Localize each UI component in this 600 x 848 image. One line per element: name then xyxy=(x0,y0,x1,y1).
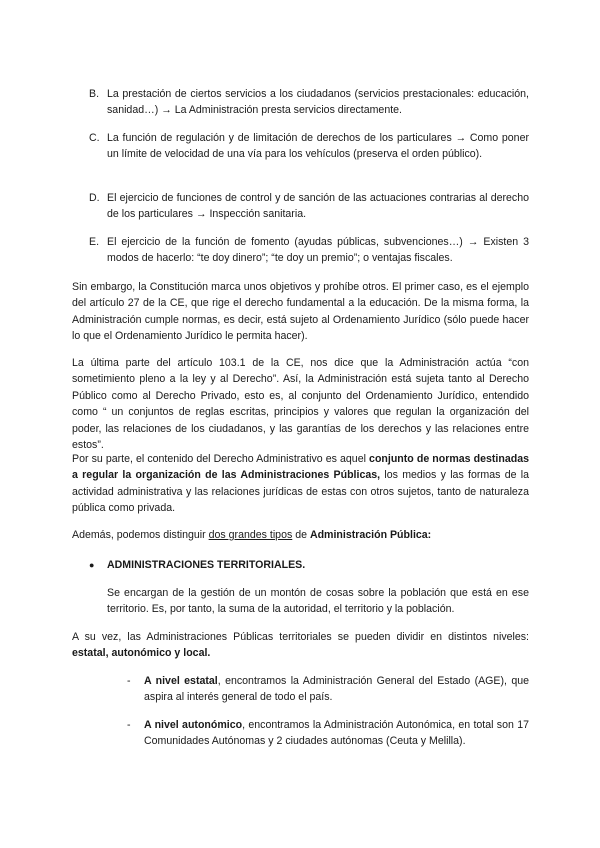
paragraph-articulo-103: La última parte del artículo 103.1 de la CE, nos dice que la Administración actúa “con sometimiento pleno a la ley y al Derecho”. Así, la Administración está sujeta tanto al Derecho Público como al Derecho Privado, esto es, al conjunto del Ordenamiento Jurídico, entendido como “ un conjuntos de reglas escritas, principios y valores que regulan la organización del poder, las relaciones de los ciudadanos, y las garantías de los derechos y las relaciones entre estos”. xyxy=(72,357,529,452)
list-item-e-text: El ejercicio de la función de fomento (ayudas públicas, subvenciones…) → Existen 3 modos de hacerlo: “te doy dinero”; “te doy un premio”; o ventajas fiscales. xyxy=(107,236,529,265)
list-item-d-text: El ejercicio de funciones de control y de sanción de las actuaciones contrarias al derecho de los particulares → Inspección sanitaria. xyxy=(107,192,529,221)
bullet-title-text: ADMINISTRACIONES TERRITORIALES. xyxy=(107,559,306,571)
bullet-icon: ● xyxy=(89,560,95,570)
subitem-estatal xyxy=(144,673,529,706)
list-letter-d: D. xyxy=(89,192,100,204)
dash-marker: - xyxy=(127,719,131,731)
p3-pre: Por su parte, el contenido del Derecho Administrativo es aquel xyxy=(72,453,370,465)
list-letter-b: B. xyxy=(89,88,100,100)
dash-marker: - xyxy=(127,675,131,687)
p3-bold: conjunto de normas destinadas a regular la organización de las Administraciones Públicas, xyxy=(72,453,529,482)
bullet-title xyxy=(107,557,305,573)
p5-pre: A su vez, las Administraciones Públicas territoriales se pueden dividir en distintos niveles: xyxy=(72,631,529,643)
paragraph-tipos-administracion xyxy=(72,527,529,543)
subitem-estatal-bold: A nivel estatal xyxy=(144,675,218,687)
bullet-description: Se encargan de la gestión de un montón de cosas sobre la población que está en ese territorio. Es, por tanto, la suma de la autoridad, el territorio y la población. xyxy=(107,587,529,616)
p4-underline: dos grandes tipos xyxy=(208,529,293,541)
subitem-autonomico xyxy=(144,717,529,750)
list-letter-c: C. xyxy=(89,132,100,144)
paragraph-niveles xyxy=(72,629,529,662)
list-item-b-text: La prestación de ciertos servicios a los ciudadanos (servicios prestacionales: educación, sanidad…) → La Administración presta servicios directamente. xyxy=(107,88,529,117)
paragraph-derecho-administrativo xyxy=(72,451,529,517)
list-letter-e: E. xyxy=(89,236,100,248)
p4-pre: Además, podemos distinguir xyxy=(72,529,209,541)
p4-mid: de xyxy=(292,529,310,541)
subitem-autonomico-text: , encontramos la Administración Autonómica, en total son 17 Comunidades Autónomas y 2 ciudades autónomas (Ceuta y Melilla). xyxy=(144,719,529,748)
p3-post: los medios y las formas de la actividad administrativa y las relaciones jurídicas de estas con otros sujetos, tanto de naturaleza pública como privada. xyxy=(72,469,530,515)
p5-bold: estatal, autonómico y local. xyxy=(72,647,211,660)
subitem-estatal-text: , encontramos la Administración General del Estado (AGE), que aspira al interés general de todo el país. xyxy=(144,675,530,704)
paragraph-constitucion: Sin embargo, la Constitución marca unos objetivos y prohíbe otros. El primer caso, es el ejemplo del artículo 27 de la CE, que rige el derecho fundamental a la educación. De la misma forma, la Administración cumple normas, es decir, está sujeto al Ordenamiento Jurídico (sólo puede hacer lo que el Ordenamiento Jurídico le permita hacer). xyxy=(72,281,529,343)
p4-bold: Administración Pública: xyxy=(309,529,432,541)
subitem-autonomico-bold: A nivel autonómico xyxy=(144,719,243,731)
list-item-c-text: La función de regulación y de limitación de derechos de los particulares → Como poner un límite de velocidad de una vía para los vehículos (preserva el orden público). xyxy=(107,132,529,161)
